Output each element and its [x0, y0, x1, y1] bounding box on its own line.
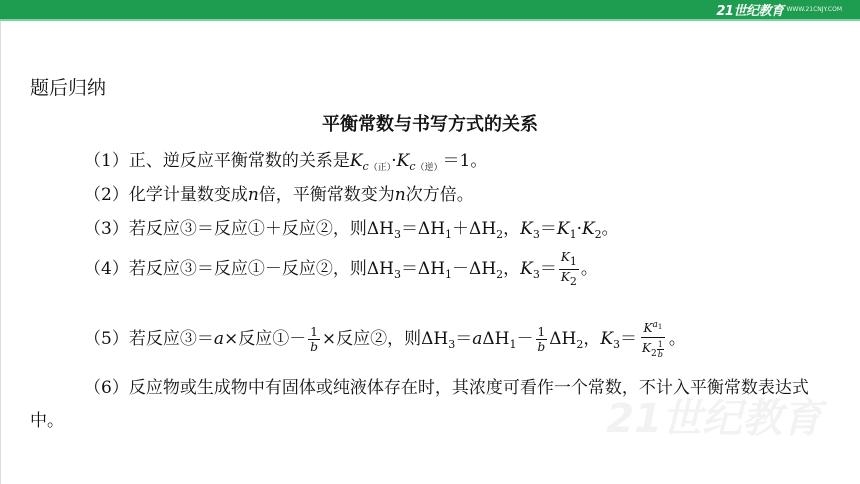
- exponent-denominator: b: [657, 350, 663, 359]
- one-over-b-fraction: [536, 325, 548, 354]
- item-tail: 。: [668, 329, 686, 349]
- k-power-fraction: [639, 318, 667, 361]
- denominator-k: K: [642, 341, 651, 355]
- k-ratio-fraction: [559, 250, 579, 289]
- item-text: ×反应②，则ΔH: [321, 329, 449, 349]
- numerator-k: K: [643, 321, 653, 335]
- delta-h: ΔH: [549, 329, 577, 349]
- subscript: 3: [393, 228, 401, 241]
- subscript: 1: [445, 268, 453, 281]
- item-text: 若反应③＝: [128, 329, 214, 349]
- subscript-c: c: [362, 160, 369, 173]
- subscript: 1: [445, 228, 453, 241]
- equation-part: ＋ΔH: [452, 219, 497, 239]
- symbol-k: K: [600, 329, 614, 349]
- equals: ＝: [539, 259, 557, 279]
- comma: ，: [503, 259, 521, 279]
- subscript: 1: [657, 323, 663, 331]
- fraction-numerator: 1: [537, 325, 546, 339]
- symbol-k: K: [556, 219, 570, 239]
- subscript: 3: [448, 338, 456, 351]
- item-text: 正、逆反应平衡常数的关系是: [128, 151, 350, 171]
- equals: ＝: [539, 219, 557, 239]
- symbol-k: K: [520, 259, 533, 279]
- symbol-k: K: [581, 219, 595, 239]
- item-text: 若反应③＝反应①－反应②，则ΔH: [128, 259, 394, 279]
- dot: ·: [576, 219, 582, 239]
- item-text: 化学计量数变成: [128, 185, 248, 205]
- equals: ＝: [620, 329, 638, 349]
- subscript-reverse: （逆）: [415, 163, 443, 173]
- rule-item-3: [84, 214, 619, 241]
- rule-item-6: （6）反应物或生成物中有固体或纯液体存在时，其浓度可看作一个常数，不计入平衡常数表达式中。: [30, 378, 809, 431]
- rule-item-4: [84, 250, 598, 289]
- subscript: 2: [496, 268, 504, 281]
- comma: ，: [503, 219, 521, 239]
- fraction-numerator: 1: [310, 325, 318, 339]
- equals: ＝: [455, 329, 473, 349]
- equation-part: －ΔH: [452, 259, 497, 279]
- comma: ，: [583, 329, 601, 349]
- symbol-k: K: [520, 219, 533, 239]
- exponent-numerator: 1: [657, 340, 663, 349]
- subscript: 1: [569, 255, 577, 268]
- page-heading: 平衡常数与书写方式的关系: [322, 114, 538, 135]
- item-tail: 。: [601, 219, 619, 239]
- symbol-k: K: [349, 151, 363, 171]
- subscript: 2: [496, 228, 504, 241]
- logo-mark: 21世纪教育: [716, 4, 784, 19]
- numerator-k: K: [560, 250, 570, 264]
- subscript: 1: [509, 338, 517, 351]
- dot: ·: [391, 151, 397, 171]
- item-number: （4）: [84, 259, 129, 279]
- subscript: 3: [393, 268, 401, 281]
- exponent-fraction: [657, 340, 664, 359]
- left-border: [0, 21, 1, 484]
- item-tail: ＝1。: [442, 151, 488, 171]
- symbol-n: n: [394, 185, 406, 205]
- subscript: 2: [650, 349, 657, 359]
- exponent-a: a: [652, 320, 658, 330]
- one-over-b-fraction: [308, 325, 320, 354]
- item-text: 倍，平衡常数变为: [258, 185, 395, 205]
- symbol-n: n: [247, 185, 259, 205]
- section-label: 题后归纳: [30, 77, 107, 99]
- rule-item-2: [84, 180, 474, 205]
- top-banner-stripe: [0, 19, 860, 21]
- symbol-a: a: [213, 329, 224, 349]
- denominator-k: K: [560, 270, 570, 284]
- rule-item-1: [84, 146, 487, 173]
- item-number: （3）: [84, 219, 129, 239]
- item-number: （1）: [84, 151, 129, 171]
- subscript: 3: [613, 338, 621, 351]
- subscript: 1: [569, 228, 577, 241]
- fraction-denominator: b: [537, 340, 546, 354]
- subscript-c: c: [409, 160, 416, 173]
- item-number: （5）: [84, 329, 129, 349]
- watermark-logo: 21世纪教育: [606, 396, 822, 442]
- subscript: 2: [576, 338, 584, 351]
- subscript: 3: [532, 268, 540, 281]
- item-tail: 。: [580, 259, 598, 279]
- symbol-a: a: [472, 329, 483, 349]
- item-text: 次方倍。: [405, 185, 474, 205]
- symbol-k: K: [396, 151, 410, 171]
- equation-part: ＝ΔH: [400, 259, 446, 279]
- item-text: 若反应③＝反应①＋反应②，则ΔH: [128, 219, 394, 239]
- brand-logo: [716, 1, 842, 18]
- subscript: 2: [594, 228, 602, 241]
- logo-url: WWW.21CNJY.COM: [786, 6, 842, 13]
- item-number: （2）: [84, 185, 129, 205]
- subscript: 3: [532, 228, 540, 241]
- delta-h: ΔH: [482, 329, 510, 349]
- minus: －: [516, 329, 534, 349]
- subscript: 2: [569, 275, 577, 288]
- rule-item-5: [84, 318, 686, 361]
- subscript-forward: （正）: [368, 163, 392, 173]
- item-text: ×反应①－: [223, 329, 307, 349]
- fraction-denominator: b: [310, 340, 318, 354]
- equation-part: ＝ΔH: [400, 219, 446, 239]
